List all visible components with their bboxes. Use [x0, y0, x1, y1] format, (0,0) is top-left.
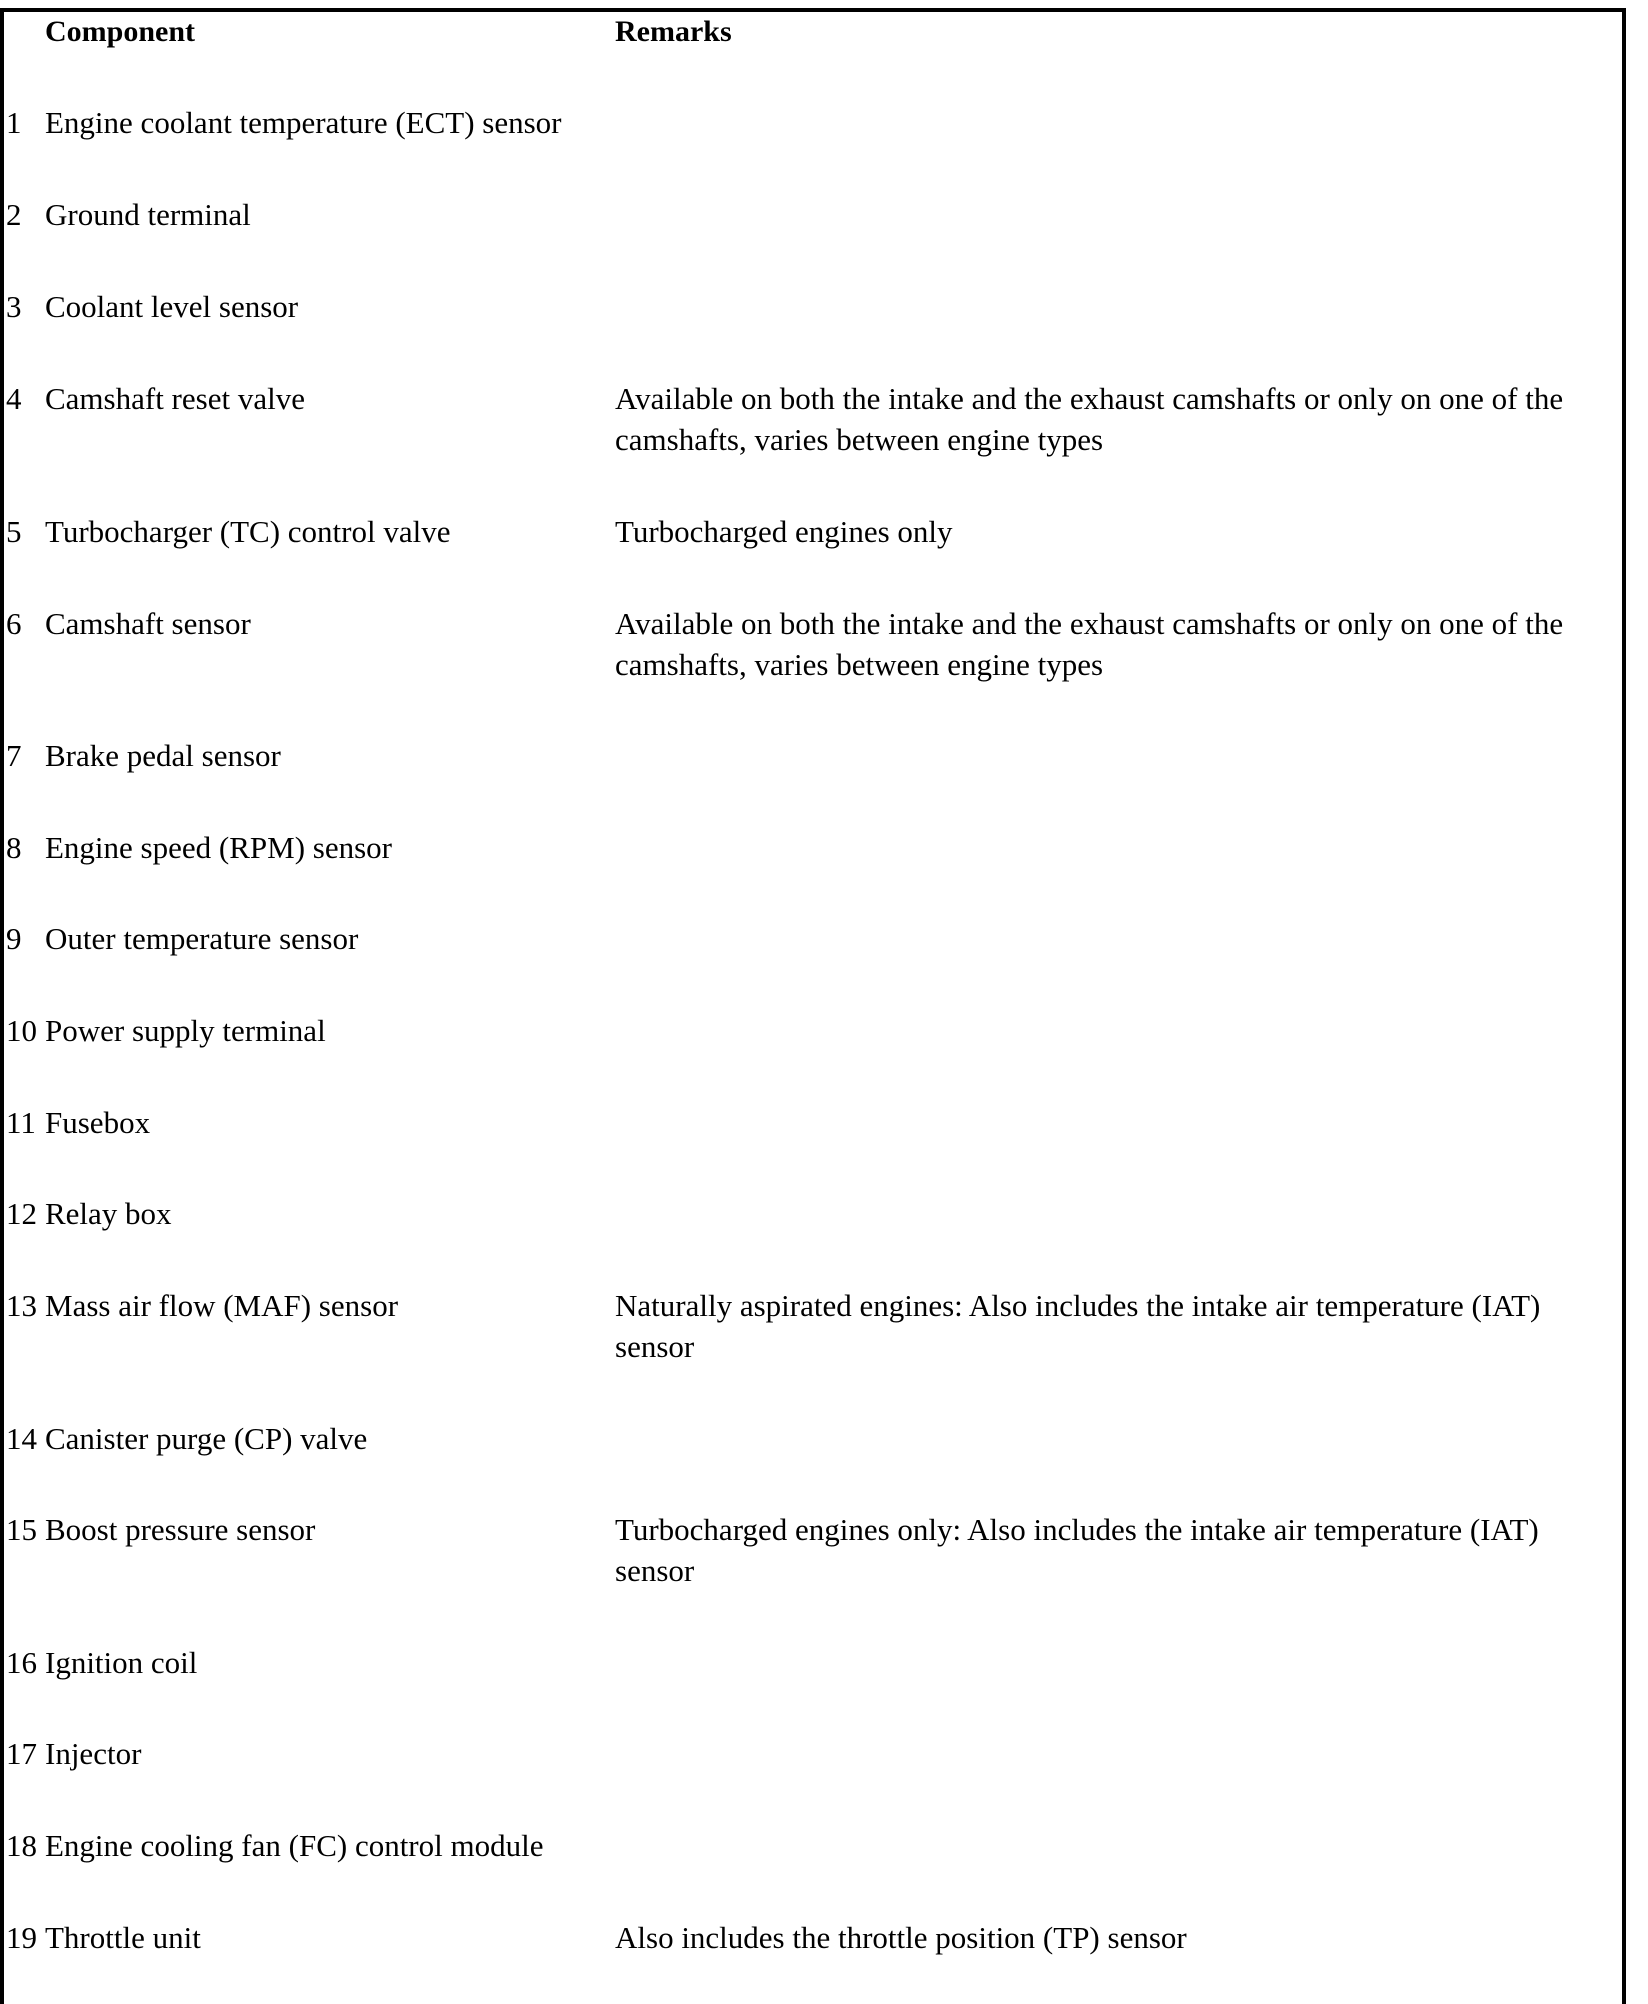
row-component: Mass air flow (MAF) sensor [45, 1288, 399, 1323]
row-number: 1 [6, 105, 22, 140]
row-number: 17 [6, 1736, 37, 1771]
row-remarks: Also includes the throttle position (TP) sensor [615, 1920, 1187, 1955]
row-component: Throttle unit [45, 1920, 201, 1955]
row-component: Power supply terminal [45, 1013, 326, 1048]
row-component: Camshaft reset valve [45, 381, 305, 416]
row-number: 10 [6, 1013, 37, 1048]
row-component: Ground terminal [45, 197, 251, 232]
row-number: 6 [6, 606, 22, 641]
row-number: 16 [6, 1645, 37, 1680]
row-number: 3 [6, 289, 22, 324]
row-number: 2 [6, 197, 22, 232]
row-number: 9 [6, 921, 22, 956]
row-number: 15 [6, 1512, 37, 1547]
row-component: Boost pressure sensor [45, 1512, 316, 1547]
row-number: 11 [6, 1105, 36, 1140]
row-number: 8 [6, 830, 22, 865]
row-number: 14 [6, 1421, 37, 1456]
header-component: Component [45, 15, 196, 48]
row-number: 7 [6, 738, 22, 773]
row-remarks: Available on both the intake and the exhaust camshafts or only on one of the camshafts, varies between engine types [615, 606, 1564, 682]
header-remarks: Remarks [615, 15, 732, 48]
row-number: 18 [6, 1828, 37, 1863]
row-component: Camshaft sensor [45, 606, 251, 641]
row-remarks: Turbocharged engines only: Also includes the intake air temperature (IAT) sensor [615, 1512, 1539, 1588]
row-number: 5 [6, 514, 22, 549]
row-number: 12 [6, 1196, 37, 1231]
row-component: Coolant level sensor [45, 289, 299, 324]
row-component: Canister purge (CP) valve [45, 1421, 368, 1456]
row-number: 13 [6, 1288, 37, 1323]
row-component: Injector [45, 1736, 142, 1771]
row-component: Engine cooling fan (FC) control module [45, 1828, 544, 1863]
row-component: Engine coolant temperature (ECT) sensor [45, 105, 562, 140]
row-component: Turbocharger (TC) control valve [45, 514, 451, 549]
table-header [0, 14, 1648, 50]
row-number: 19 [6, 1920, 37, 1955]
row-number: 4 [6, 381, 22, 416]
row-component: Fusebox [45, 1105, 151, 1140]
row-component: Outer temperature sensor [45, 921, 359, 956]
row-component: Ignition coil [45, 1645, 198, 1680]
row-component: Relay box [45, 1196, 172, 1231]
row-component: Brake pedal sensor [45, 738, 281, 773]
row-component: Engine speed (RPM) sensor [45, 830, 392, 865]
row-remarks: Available on both the intake and the exhaust camshafts or only on one of the camshafts, varies between engine types [615, 381, 1564, 457]
row-remarks: Naturally aspirated engines: Also includes the intake air temperature (IAT) sensor [615, 1288, 1541, 1364]
row-remarks: Turbocharged engines only [615, 514, 953, 549]
